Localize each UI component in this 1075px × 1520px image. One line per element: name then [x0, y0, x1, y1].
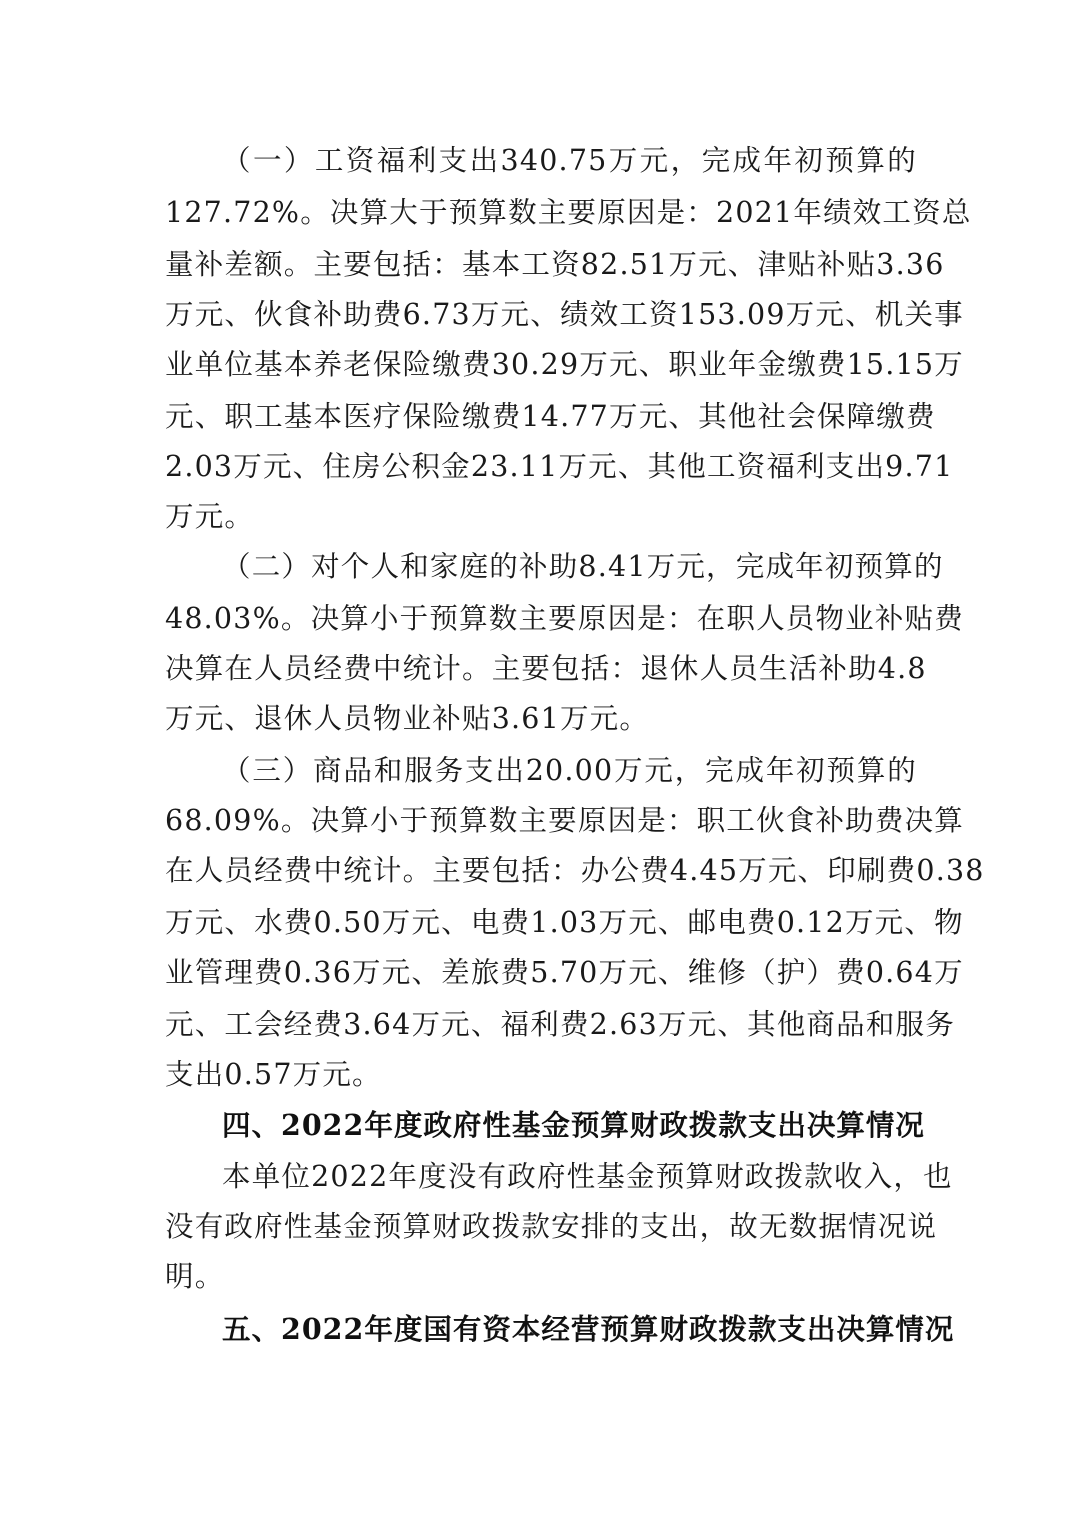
text-line: 明。: [165, 1260, 225, 1293]
text-line: 业单位基本养老保险缴费30.29万元、职业年金缴费15.15万: [165, 348, 964, 381]
text-line: 本单位2022年度没有政府性基金预算财政拨款收入，也: [222, 1160, 953, 1193]
section-heading-government-fund: 四、2022年度政府性基金预算财政拨款支出决算情况: [222, 1108, 925, 1142]
text-line: 业管理费0.36万元、差旅费5.70万元、维修（护）费0.64万: [165, 956, 964, 989]
text-line: 48.03%。决算小于预算数主要原因是：在职人员物业补贴费: [165, 602, 964, 635]
text-line: 万元、退休人员物业补贴3.61万元。: [165, 702, 650, 735]
text-line: 在人员经费中统计。主要包括：办公费4.45万元、印刷费0.38: [165, 854, 985, 887]
text-line: 量补差额。主要包括：基本工资82.51万元、津贴补贴3.36: [165, 248, 945, 281]
section-heading-state-capital: 五、2022年度国有资本经营预算财政拨款支出决算情况: [222, 1312, 955, 1346]
text-line: （二）对个人和家庭的补助8.41万元，完成年初预算的: [222, 550, 944, 583]
text-line: 元、工会经费3.64万元、福利费2.63万元、其他商品和服务: [165, 1008, 955, 1041]
text-line: （一）工资福利支出340.75万元，完成年初预算的: [222, 144, 917, 177]
text-line: 决算在人员经费中统计。主要包括：退休人员生活补助4.8: [165, 652, 927, 685]
text-line: 没有政府性基金预算财政拨款安排的支出，故无数据情况说: [165, 1210, 938, 1243]
text-line: 元、职工基本医疗保险缴费14.77万元、其他社会保障缴费: [165, 400, 936, 433]
text-line: 万元、水费0.50万元、电费1.03万元、邮电费0.12万元、物: [165, 906, 964, 939]
text-line: 支出0.57万元。: [165, 1058, 382, 1091]
text-line: （三）商品和服务支出20.00万元，完成年初预算的: [222, 754, 917, 787]
text-line: 万元、伙食补助费6.73万元、绩效工资153.09万元、机关事: [165, 298, 964, 331]
text-line: 127.72%。决算大于预算数主要原因是：2021年绩效工资总: [165, 196, 972, 229]
text-line: 万元。: [165, 500, 255, 533]
text-line: 68.09%。决算小于预算数主要原因是：职工伙食补助费决算: [165, 804, 964, 837]
text-line: 2.03万元、住房公积金23.11万元、其他工资福利支出9.71: [165, 450, 954, 483]
